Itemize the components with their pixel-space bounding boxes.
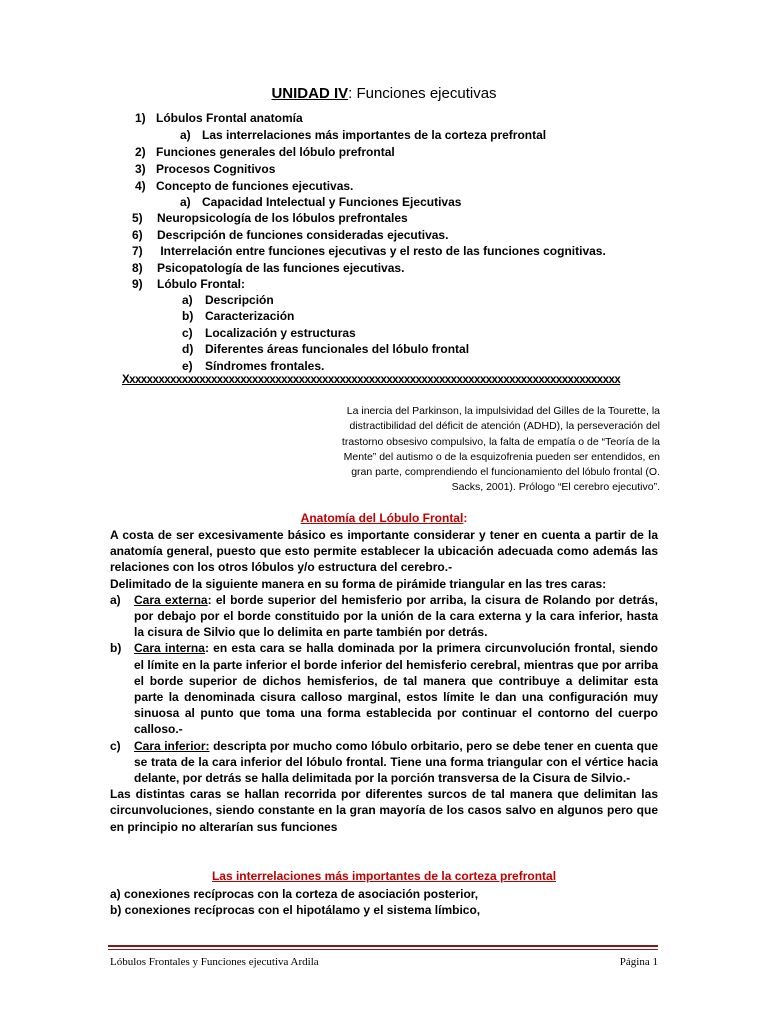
footer-rule-thin	[108, 949, 658, 950]
toc-item: a) Las interrelaciones más importantes de la corteza prefrontal	[180, 128, 547, 142]
toc-item: 2) Funciones generales del lóbulo prefrontal	[135, 145, 395, 159]
toc-item: d) Diferentes áreas funcionales del lóbulo frontal	[182, 342, 470, 356]
epigraph-quote	[282, 404, 660, 496]
toc-item: 9) Lóbulo Frontal:	[132, 277, 245, 291]
face-item-external: a) Cara externa: el borde superior del hemisferio por arriba, la cisura de Rolando por detrás, por debajo por el borde constituido por la unión de la cara externa y la cara inferior, hasta la cisura de Silvio que lo delimita en parte también por detrás.	[110, 592, 658, 640]
anatomy-closing: Las distintas caras se hallan recorrida por diferentes surcos de tal manera que delimitan las circunvoluciones, siendo constante en la gran mayoría de los casos salvo en algunos pero que en principio no alterarían sus funciones	[110, 787, 658, 834]
unit-label: UNIDAD IV	[271, 85, 349, 102]
toc-item: e) Síndromes frontales.	[182, 359, 325, 373]
face-label: Cara externa	[134, 592, 208, 607]
face-item-inferior: c) Cara inferior: descripta por mucho como lóbulo orbitario, pero se debe tener en cuenta que se trata de la cara inferior del lóbulo frontal. Tiene una forma triangular con el vértice hacia delante, por detrás se halla delimitada por la porción transversa de la Cisura de Silvio.-	[110, 738, 659, 786]
toc-item: 3) Procesos Cognitivos	[135, 162, 276, 176]
face-label: Cara inferior:	[134, 738, 210, 753]
toc-item: 1) Lóbulos Frontal anatomía	[135, 111, 303, 125]
list-item: a) conexiones recíprocas con la corteza de asociación posterior,	[110, 887, 479, 901]
footer-title: Lóbulos Frontales y Funciones ejecutiva Ardila	[110, 956, 319, 968]
unit-subtitle: Funciones ejecutivas	[352, 85, 497, 102]
toc-item: 5) Neuropsicología de los lóbulos prefrontales	[132, 211, 408, 225]
toc-item: a) Descripción	[182, 293, 274, 307]
toc-item: c) Localización y estructuras	[182, 326, 356, 340]
toc-item: 6) Descripción de funciones consideradas ejecutivas.	[132, 228, 449, 242]
quote-line: La inercia del Parkinson, la impulsividad del Gilles de la Tourette, la	[346, 405, 660, 417]
section-heading-anatomy: Anatomía del Lóbulo Frontal:	[300, 511, 468, 525]
toc-item: b) Caracterización	[182, 309, 295, 323]
section-heading-interrelations: Las interrelaciones más importantes de la corteza prefrontal	[211, 869, 557, 883]
toc-item: a) Capacidad Intelectual y Funciones Ejecutivas	[180, 195, 462, 209]
separator-line: Xxxxxxxxxxxxxxxxxxxxxxxxxxxxxxxxxxxxxxxxxxxxxxxxxxxxxxxxxxxxxxxxxxxxxxxxxxxxxxxxxxxxx	[122, 374, 621, 386]
toc-item: 7) Interrelación entre funciones ejecutivas y el resto de las funciones cognitivas.	[132, 244, 606, 258]
quote-line: Sacks, 2001). Prólogo “El cerebro ejecutivo”.	[451, 481, 660, 494]
quote-line: Mente” del autismo o de la esquizofrenia pueden ser entendidos, en	[343, 450, 660, 463]
list-item: b) conexiones recíprocas con el hipotálamo y el sistema límbico,	[110, 903, 481, 918]
face-item-internal: b) Cara interna: en esta cara se halla dominada por la primera circunvolución frontal, siendo el límite en la parte inferior el borde inferior del hemisferio cerebral, mientras que por arriba el borde superior de dichos hemisferios, de tal manera que contribuye a delimitar esta parte la denominada cisura calloso marginal, estos límite le dan una configuración muy sinuosa al punto que toma una forma establecida por continuar el contorno del cuerpo calloso.-	[110, 641, 658, 737]
title-colon: :	[348, 85, 353, 102]
face-label: Cara interna	[134, 641, 205, 656]
quote-line: gran parte, comprendiendo el funcionamiento del lóbulo frontal (O.	[351, 466, 660, 479]
anatomy-delimited: Delimitado de la siguiente manera en su forma de pirámide triangular en las tres caras:	[110, 576, 607, 591]
anatomy-body	[110, 527, 658, 835]
footer-rule	[108, 945, 658, 947]
interrelations-list	[110, 886, 658, 918]
toc-item: 4) Concepto de funciones ejecutivas.	[135, 179, 354, 193]
quote-line: trastorno obsesivo compulsivo, la falta de empatía o de “Teoría de la	[341, 435, 660, 448]
toc-item: 8) Psicopatología de las funciones ejecutivas.	[132, 261, 405, 275]
anatomy-intro: A costa de ser excesivamente básico es importante considerar y tener en cuenta a partir de la anatomía general, puesto que esto permite establecer la ubicación adecuada como además las relaciones con los otros lóbulos y/o estructura del cerebro.-	[110, 528, 658, 575]
page-number: Página 1	[619, 956, 658, 968]
quote-line: distractibilidad del déficit de atención (ADHD), la perseveración del	[349, 420, 660, 433]
page-title	[0, 85, 768, 102]
